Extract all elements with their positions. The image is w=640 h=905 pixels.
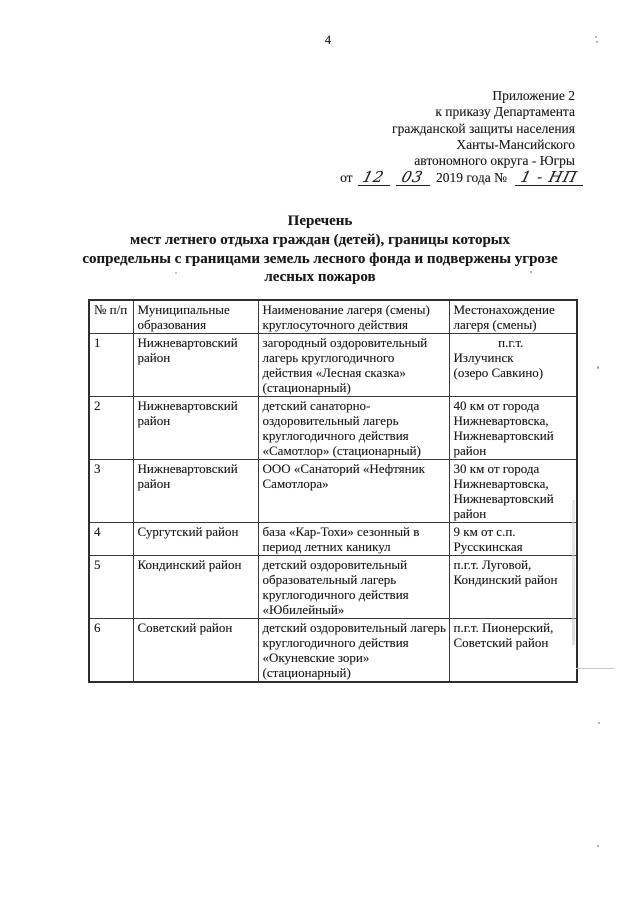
- scan-speckle: [597, 845, 599, 847]
- annex-line: Приложение 2: [492, 88, 575, 103]
- table-row: [89, 334, 577, 397]
- header-line: Местонахождение: [453, 302, 555, 317]
- municipality-line: Кондинский район: [137, 557, 242, 572]
- annex-date-line: [340, 170, 583, 186]
- title-line: сопредельны с границами земель лесного фонда и подвержены угрозе: [82, 250, 558, 267]
- cell-camp-name: [258, 556, 449, 619]
- header-line: образования: [137, 317, 207, 332]
- date-day-underline: [358, 170, 390, 186]
- cell-municipality: [133, 619, 258, 683]
- municipality-line: Нижневартовский: [137, 335, 238, 350]
- camp-name-line: «Юбилейный»: [262, 602, 345, 617]
- date-month-underline: [396, 170, 430, 186]
- municipality-line: Нижневартовский: [137, 461, 238, 476]
- header-number: [89, 300, 133, 334]
- camp-name-line: период летних каникул: [262, 539, 391, 554]
- table-row: [89, 460, 577, 523]
- cell-location: [449, 397, 577, 460]
- camp-name-line: лагерь круглогодичного: [262, 350, 395, 365]
- table-row: [89, 619, 577, 683]
- camp-name-line: образовательный лагерь: [262, 572, 397, 587]
- table-row: [89, 397, 577, 460]
- cell-number: 1: [89, 334, 133, 397]
- date-prefix: от: [340, 170, 353, 186]
- municipality-line: Нижневартовский: [137, 398, 238, 413]
- location-line: Излучинск: [453, 350, 514, 365]
- cell-municipality: [133, 523, 258, 556]
- camp-name-line: детский оздоровительный лагерь: [262, 620, 446, 635]
- camp-name-line: оздоровительный лагерь: [262, 413, 399, 428]
- title-line: мест летнего отдыха граждан (детей), границы которых: [129, 231, 511, 248]
- camp-name-line: база «Кар-Тохи» сезонный в: [262, 524, 420, 539]
- scan-artifact-line: [576, 668, 614, 669]
- camp-name-line: «Самотлор» (стационарный): [262, 443, 421, 458]
- page-number: 4: [324, 33, 332, 47]
- handwritten-order-number: 1 - НП: [518, 168, 580, 187]
- table-row: [89, 556, 577, 619]
- handwritten-month: 03: [399, 168, 426, 187]
- cell-number: 3: [89, 460, 133, 523]
- location-line: Русскинская: [453, 539, 523, 554]
- annex-line: автономного округа - Югры: [414, 153, 575, 169]
- location-line: район: [453, 506, 487, 521]
- cell-camp-name: [258, 523, 449, 556]
- cell-camp-name: [258, 460, 449, 523]
- camp-name-line: детский санаторно-: [262, 398, 371, 413]
- municipality-line: Советский район: [137, 620, 233, 635]
- title-line: Перечень: [287, 213, 353, 229]
- location-line: п.г.т. Луговой,: [453, 557, 532, 572]
- cell-camp-name: [258, 397, 449, 460]
- header-municipality: [133, 300, 258, 334]
- camp-name-line: ООО «Санаторий «Нефтяник: [262, 461, 425, 476]
- municipality-line: район: [137, 350, 171, 365]
- table-row: [89, 523, 577, 556]
- table-header: [89, 300, 577, 334]
- annex-line: Ханты-Мансийского: [456, 136, 575, 152]
- location-line: 30 км от города: [453, 461, 540, 476]
- location-line: район: [453, 443, 487, 458]
- cell-municipality: [133, 334, 258, 397]
- cell-number: 2: [89, 397, 133, 460]
- header-line: Наименование лагеря (смены): [262, 302, 430, 317]
- municipality-line: Сургутский район: [137, 524, 239, 539]
- annex-line: гражданской защиты населения: [392, 120, 575, 136]
- cell-camp-name: [258, 619, 449, 683]
- location-line: (озеро Савкино): [453, 365, 544, 380]
- camp-name-line: «Окуневские зори»: [262, 650, 370, 665]
- cell-municipality: [133, 460, 258, 523]
- cell-municipality: [133, 556, 258, 619]
- scan-speckle: [595, 36, 597, 38]
- header-camp-name: [258, 300, 449, 334]
- location-line: Нижневартовский: [453, 428, 554, 443]
- location-line: 9 км от с.п.: [453, 524, 516, 539]
- date-suffix: 2019 года №: [435, 170, 507, 186]
- location-line: Кондинский район: [453, 572, 558, 587]
- camp-name-line: Самотлора»: [262, 476, 329, 491]
- location-line: Нижневартовский: [453, 491, 554, 506]
- cell-number: 5: [89, 556, 133, 619]
- title-line: лесных пожаров: [264, 269, 376, 286]
- header-location: [449, 300, 577, 334]
- annex-block: [340, 88, 580, 187]
- cell-municipality: [133, 397, 258, 460]
- scan-speckle: [596, 41, 598, 43]
- cell-location: [449, 334, 577, 397]
- camp-name-line: (стационарный): [262, 380, 351, 395]
- header-line: Муниципальные: [137, 302, 230, 317]
- camp-name-line: детский оздоровительный: [262, 557, 408, 572]
- location-line: Советский район: [453, 635, 549, 650]
- scan-artifact-smudge: [572, 500, 575, 645]
- municipality-line: район: [137, 413, 171, 428]
- scan-speckle: [598, 722, 600, 724]
- camps-table: [88, 299, 578, 683]
- scan-speckle: [175, 272, 177, 274]
- annex-lines: [340, 88, 575, 169]
- handwritten-day: 12: [360, 168, 387, 187]
- cell-location: [449, 619, 577, 683]
- camp-name-line: круглогодичного действия: [262, 428, 409, 443]
- location-line: Нижневартовска,: [453, 413, 549, 428]
- header-line: лагеря (смены): [453, 317, 537, 332]
- header-line: круглосуточного действия: [262, 317, 409, 332]
- cell-location: [449, 556, 577, 619]
- cell-number: 4: [89, 523, 133, 556]
- order-number-underline: [515, 170, 583, 186]
- cell-location: [449, 460, 577, 523]
- camp-name-line: загородный оздоровительный: [262, 335, 428, 350]
- camp-name-line: действия «Лесная сказка»: [262, 365, 406, 380]
- camp-name-line: круглогодичного действия: [262, 635, 409, 650]
- location-line: п.г.т.: [498, 335, 524, 350]
- scan-speckle: [597, 366, 599, 369]
- camp-name-line: круглогодичного действия: [262, 587, 409, 602]
- scan-speckle: [530, 271, 532, 273]
- location-line: 40 км от города: [453, 398, 540, 413]
- table-body: [89, 334, 577, 683]
- annex-line: к приказу Департамента: [435, 104, 575, 120]
- table-header-row: [89, 300, 577, 334]
- camp-name-line: (стационарный): [262, 665, 351, 680]
- header-line: № п/п: [94, 302, 128, 317]
- document-title: [0, 212, 640, 287]
- cell-number: 6: [89, 619, 133, 683]
- location-line: Нижневартовска,: [453, 476, 549, 491]
- cell-location: [449, 523, 577, 556]
- municipality-line: район: [137, 476, 171, 491]
- location-line: п.г.т. Пионерский,: [453, 620, 554, 635]
- cell-camp-name: [258, 334, 449, 397]
